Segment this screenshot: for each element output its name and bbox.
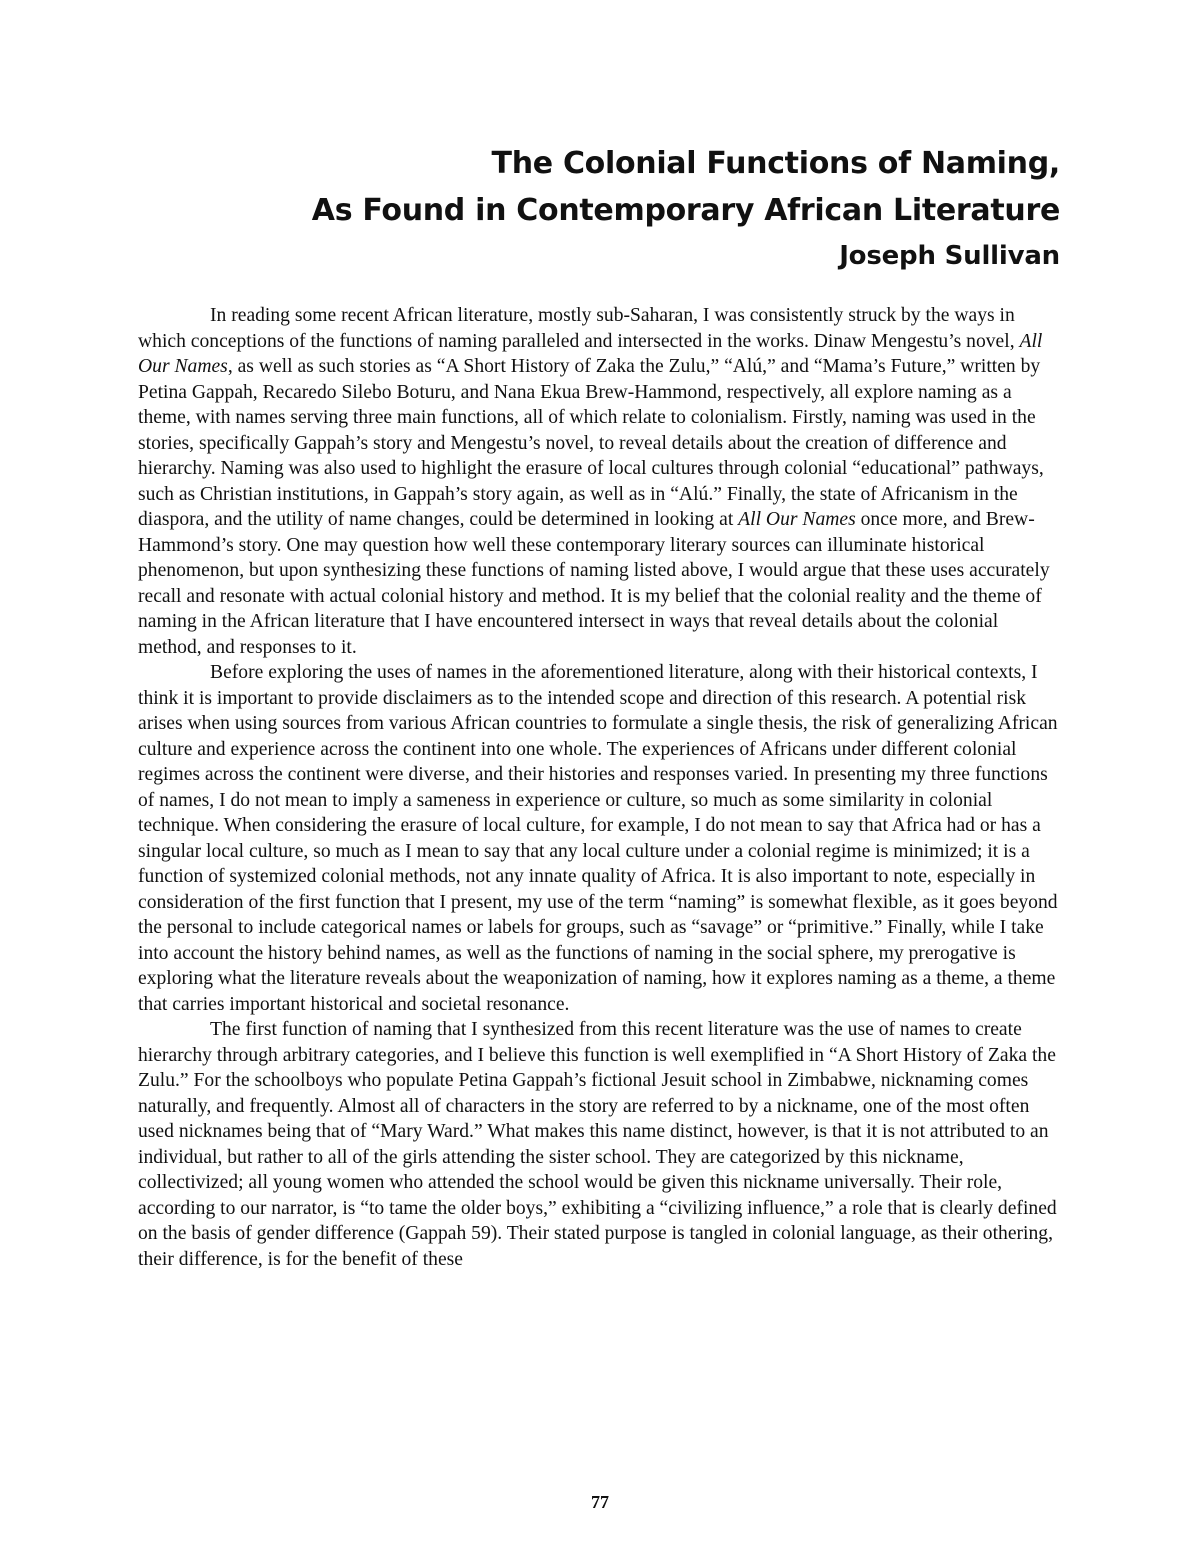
- paragraph-text: , as well as such stories as “A Short History of Zaka the Zulu,” “Alú,” and “Mama’s Future,” written by Petina Gappah, Recaredo Silebo Boturu, and Nana Ekua Brew-Hammond, respectively, all explore naming as a theme, with names serving three main functions, all of which relate to colonialism. Firstly, naming was used in the stories, specifically Gappah’s story and Mengestu’s novel, to reveal details about the creation of difference and hierarchy. Naming was also used to highlight the erasure of local cultures through colonial “educational” pathways, such as Christian institutions, in Gappah’s story again, as well as in “Alú.” Finally, the state of Africanism in the diaspora, and the utility of name changes, could be determined in looking at: [138, 356, 1044, 530]
- article-body: [138, 303, 1064, 1272]
- paragraph-text: The first function of naming that I synthesized from this recent literature was the use of names to create hierarchy through arbitrary categories, and I believe this function is well exemplified in “A Short History of Zaka the Zulu.” For the schoolboys who populate Petina Gappah’s fictional Jesuit school in Zimbabwe, nicknaming comes naturally, and frequently. Almost all of characters in the story are referred to by a nickname, one of the most often used nicknames being that of “Mary Ward.” What makes this name distinct, however, is that it is not attributed to an individual, but rather to all of the girls attending the sister school. They are categorized by this nickname, collectivized; all young women who attended the school would be given this nickname universally. Their role, according to our narrator, is “to tame the older boys,” exhibiting a “civilizing influence,” a role that is clearly defined on the basis of gender difference (Gappah 59). Their stated purpose is tangled in colonial language, as their othering, their difference, is for the benefit of these: [138, 1019, 1057, 1270]
- page-number: 77: [591, 1492, 609, 1512]
- italic-title-reference: All Our Names: [138, 330, 1043, 377]
- italic-title-reference: All Our Names: [738, 509, 856, 530]
- body-paragraph: [138, 1017, 1064, 1272]
- article-title-line-1: The Colonial Functions of Naming,: [491, 146, 1060, 181]
- paragraph-text: Before exploring the uses of names in the aforementioned literature, along with their historical contexts, I think it is important to provide disclaimers as to the intended scope and direction of this research. A potential risk arises when using sources from various African countries to formulate a single thesis, the risk of generalizing African culture and experience across the continent into one whole. The experiences of Africans under different colonial regimes across the continent were diverse, and their histories and responses varied. In presenting my three functions of names, I do not mean to imply a sameness in experience or culture, so much as some similarity in colonial technique. When considering the erasure of local culture, for example, I do not mean to say that Africa had or has a singular local culture, so much as I mean to say that any local culture under a colonial regime is minimized; it is a function of systemized colonial methods, not any innate quality of Africa. It is also important to note, especially in consideration of the first function that I present, my use of the term “naming” is somewhat flexible, as it goes beyond the personal to include categorical names or labels for groups, such as “savage” or “primitive.” Finally, while I take into account the history behind names, as well as the functions of naming in the social sphere, my prerogative is exploring what the literature reveals about the weaponization of naming, how it explores naming as a theme, a theme that carries important historical and societal resonance.: [138, 662, 1058, 1015]
- body-paragraph: [138, 660, 1064, 1017]
- article-author: Joseph Sullivan: [839, 241, 1060, 271]
- article-title-line-2: As Found in Contemporary African Literature: [311, 193, 1060, 228]
- title-block: [312, 140, 1060, 278]
- body-paragraph: [138, 303, 1064, 660]
- paragraph-text: once more, and Brew-Hammond’s story. One may question how well these contemporary literary sources can illuminate historical phenomenon, but upon synthesizing these functions of naming listed above, I would argue that these uses accurately recall and resonate with actual colonial history and method. It is my belief that the colonial reality and the theme of naming in the African literature that I have encountered intersect in ways that reveal details about the colonial method, and responses to it.: [138, 509, 1050, 658]
- paragraph-text: In reading some recent African literature, mostly sub-Saharan, I was consistently struck by the ways in which conceptions of the functions of naming paralleled and intersected in the works. Dinaw Mengestu’s novel,: [138, 305, 1020, 352]
